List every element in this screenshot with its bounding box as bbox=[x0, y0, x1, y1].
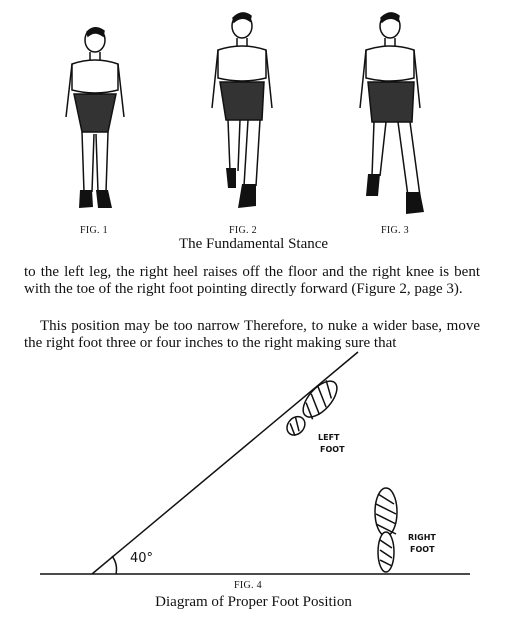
figure-2-boxer-illustration bbox=[204, 6, 284, 216]
angle-arc bbox=[112, 556, 117, 574]
figure-1-label: FIG. 1 bbox=[80, 225, 108, 236]
angle-label: 40° bbox=[130, 551, 154, 566]
figure-4-label: FIG. 4 bbox=[234, 580, 262, 591]
stance-caption: The Fundamental Stance bbox=[178, 236, 329, 252]
foot-diagram-caption: Diagram of Proper Foot Position bbox=[155, 594, 352, 610]
figure-3-boxer-illustration bbox=[350, 6, 440, 216]
figure-2-label: FIG. 2 bbox=[229, 225, 257, 236]
right-foot-print bbox=[375, 488, 397, 572]
right-foot-label-1: RIGHT bbox=[408, 533, 436, 542]
foot-position-diagram bbox=[0, 350, 507, 582]
left-foot-label-1: LEFT bbox=[318, 433, 340, 442]
paragraph-2: This position may be too narrow Therefore, to nuke a wider base, move the right foot three or four inches to the right making sure that bbox=[24, 318, 480, 351]
figure-1-boxer-illustration bbox=[60, 22, 140, 217]
right-foot-label-2: FOOT bbox=[410, 545, 435, 554]
paragraph-1: to the left leg, the right heel raises off the floor and the right knee is bent with the toe of the right foot pointing directly forward (Figure 2, page 3). bbox=[24, 264, 480, 297]
figure-3-label: FIG. 3 bbox=[381, 225, 409, 236]
left-foot-label-2: FOOT bbox=[320, 445, 345, 454]
